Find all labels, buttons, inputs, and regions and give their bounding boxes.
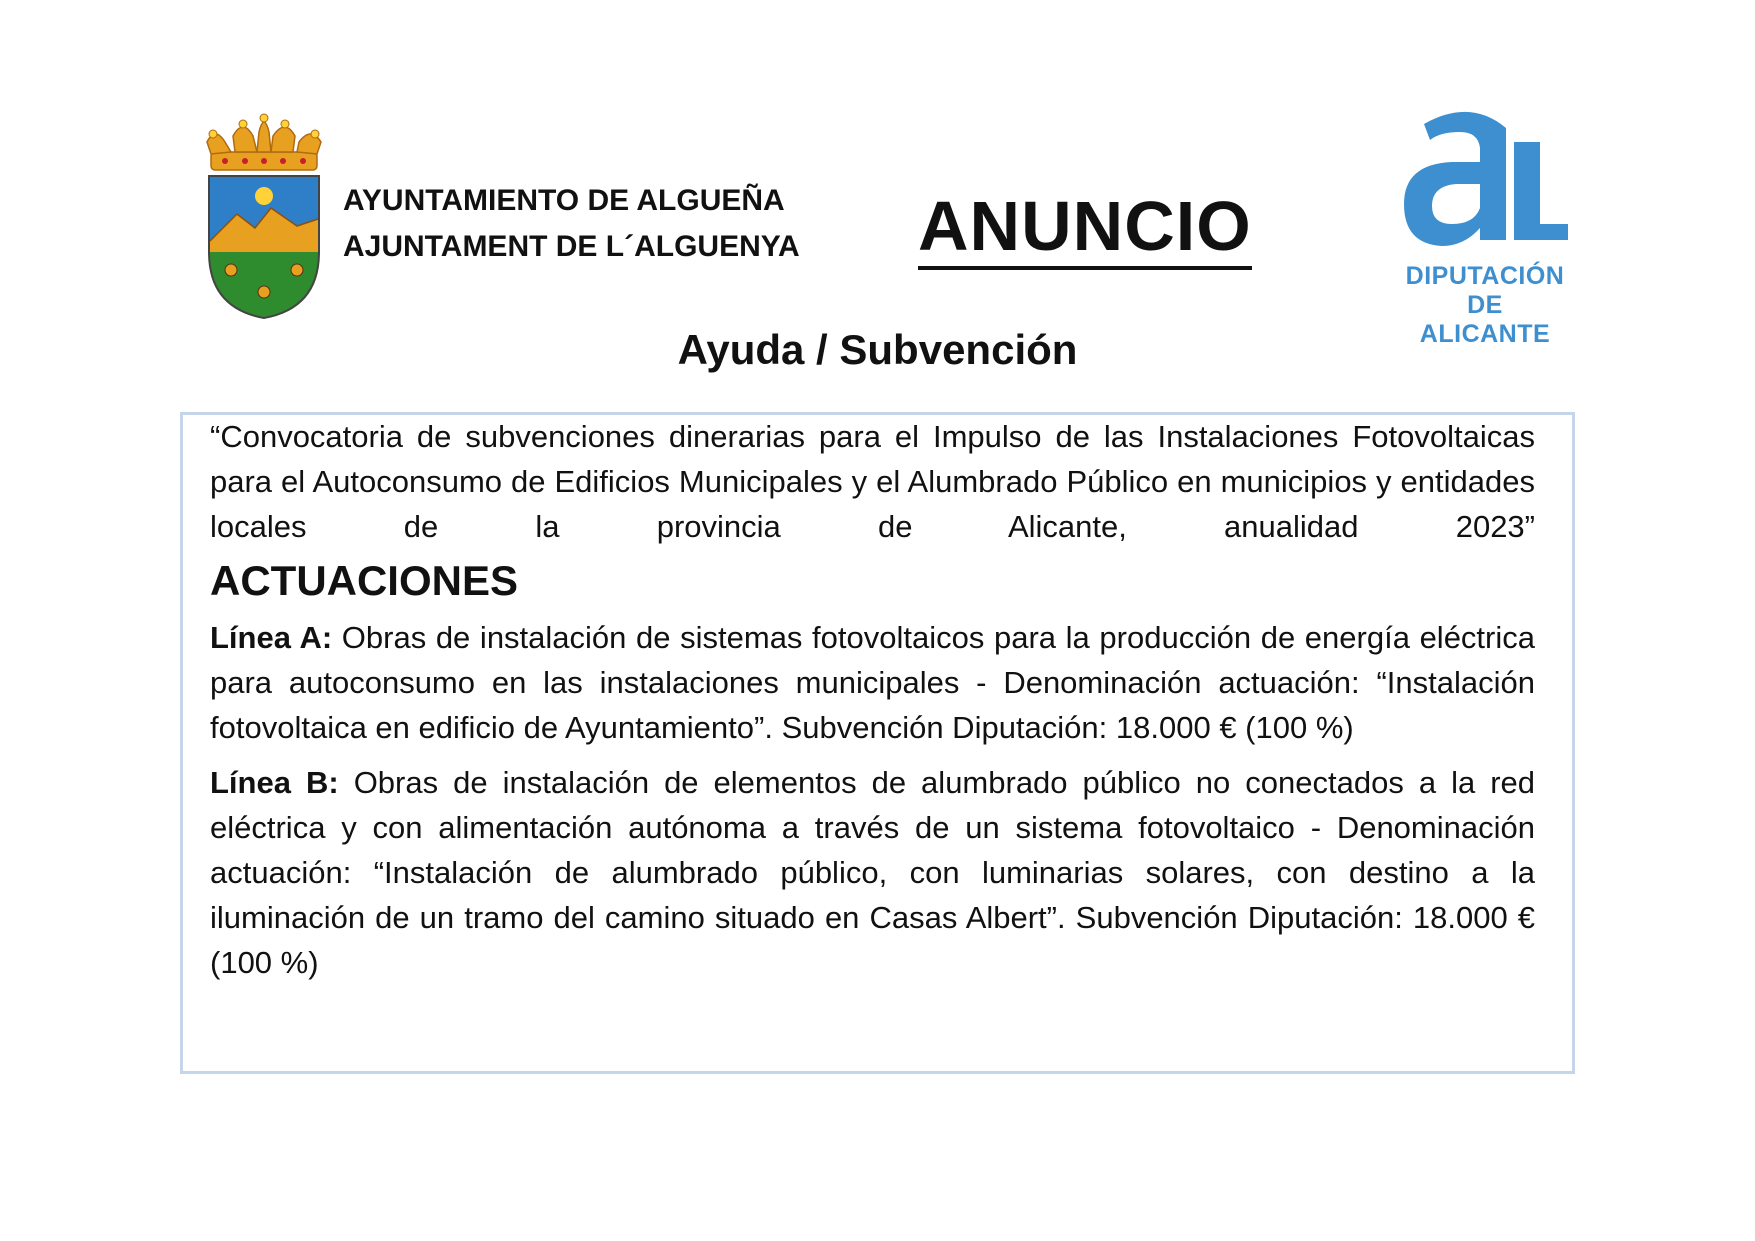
municipality-name	[343, 178, 800, 270]
linea-a-paragraph	[210, 615, 1535, 750]
section-heading: ACTUACIONES	[210, 557, 519, 604]
municipality-name-es: AYUNTAMIENTO DE ALGUEÑA	[343, 184, 785, 217]
diputacion-logo-mark	[1400, 104, 1570, 264]
linea-a-label: Línea A:	[210, 620, 333, 655]
linea-a-text: Obras de instalación de sistemas fotovoltaicos para la producción de energía eléctrica para autoconsumo en las instalaciones municipales - Denominación actuación: “Instalación fotovoltaica en edificio de Ayuntamiento”. Subvención Diputación: 18.000 € (100 %)	[210, 620, 1536, 745]
linea-b-label: Línea B:	[210, 765, 339, 800]
linea-b-paragraph	[210, 760, 1535, 985]
diputacion-name-line1: DIPUTACIÓN	[1405, 262, 1565, 290]
intro-paragraph: “Convocatoria de subvenciones dinerarias para el Impulso de las Instalaciones Fotovoltaicas para el Autoconsumo de Edificios Municipales y el Alumbrado Público en municipios y entidades locales de la provincia de Alicante, anualidad 2023”	[210, 419, 1535, 544]
linea-b-text: Obras de instalación de elementos de alumbrado público no conectados a la red eléctrica y con alimentación autónoma a través de un sistema fotovoltaico - Denominación actuación: “Instalación de alumbrado público, con luminarias solares, con destino a la iluminación de un tramo del camino situado en Casas Albert”. Subvención Diputación: 18.000 € (100 %)	[210, 765, 1535, 980]
page-title: ANUNCIO	[918, 188, 1252, 270]
diputacion-name-line2: DE ALICANTE	[1419, 291, 1551, 348]
content-body	[210, 414, 1535, 995]
coat-of-arms-icon	[197, 112, 331, 322]
municipality-name-va: AJUNTAMENT DE L´ALGUENYA	[343, 230, 800, 263]
subtitle: Ayuda / Subvención	[677, 326, 1078, 373]
